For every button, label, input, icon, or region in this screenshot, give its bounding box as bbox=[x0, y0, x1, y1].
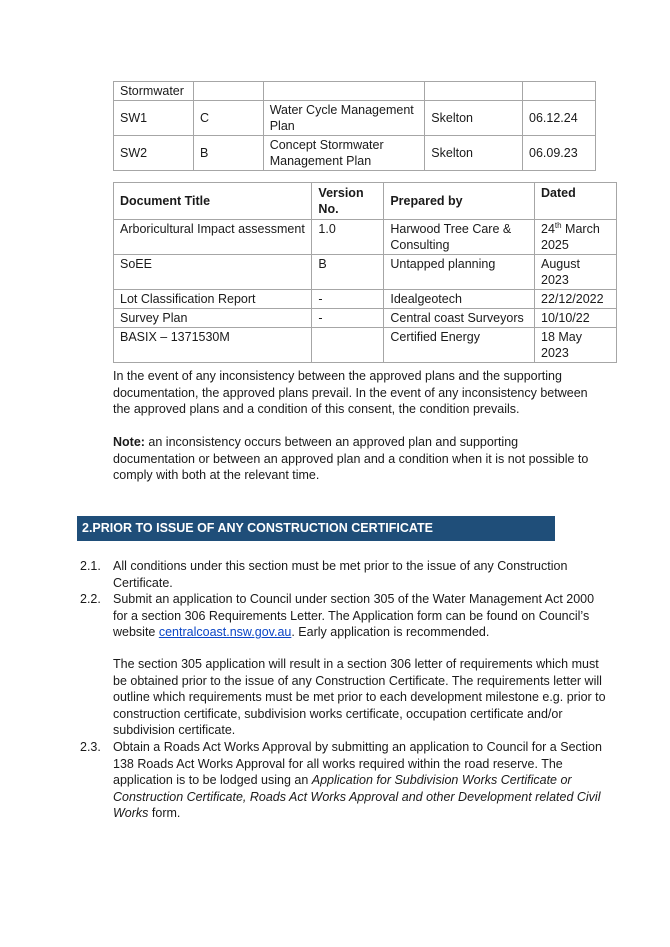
table-cell bbox=[535, 220, 617, 255]
item-text: Submit an application to Council under section 305 of the Water Management Act 2000 for a section 306 Requirements Letter. The Application form can be found on Council’s website bbox=[113, 592, 595, 639]
item-number: 2.3. bbox=[80, 740, 101, 754]
column-header: Document Title bbox=[114, 183, 312, 220]
item-text: . Early application is recommended. bbox=[291, 625, 490, 639]
table-cell: SW1 bbox=[114, 101, 194, 136]
table-header-row bbox=[114, 183, 617, 220]
table-cell: Harwood Tree Care & Consulting bbox=[384, 220, 535, 255]
table-cell: Untapped planning bbox=[384, 255, 535, 290]
note-paragraph bbox=[113, 434, 603, 484]
item-text: The section 305 application will result in a section 306 letter of requirements which must be obtained prior to the issue of any Construction Certificate. The requirements letter will outline which requirements must be met prior to each development milestone e.g. prior to construction certificate, subdivision works certificate, occupation certificate and/or subdivision certificate. bbox=[113, 657, 606, 737]
table-cell bbox=[523, 82, 596, 101]
table-cell bbox=[312, 328, 384, 363]
condition-item bbox=[80, 591, 610, 641]
table-cell: BASIX – 1371530M bbox=[114, 328, 312, 363]
table-cell: Survey Plan bbox=[114, 309, 312, 328]
column-header: Version No. bbox=[312, 183, 384, 220]
council-website-link[interactable]: centralcoast.nsw.gov.au bbox=[158, 625, 292, 639]
item-body bbox=[113, 591, 610, 641]
stormwater-plans-table bbox=[113, 81, 596, 171]
table-cell: Skelton bbox=[425, 101, 523, 136]
table-cell: Idealgeotech bbox=[384, 290, 535, 309]
table-cell bbox=[193, 82, 263, 101]
table-cell: Stormwater bbox=[114, 82, 194, 101]
table-cell: SW2 bbox=[114, 136, 194, 171]
condition-item bbox=[80, 739, 610, 822]
condition-item bbox=[80, 558, 610, 591]
table-cell bbox=[263, 82, 425, 101]
table-cell: 06.09.23 bbox=[523, 136, 596, 171]
table-row bbox=[114, 255, 617, 290]
item-text: Obtain a Roads Act Works Approval by submitting an application to Council for a Section 138 Roads Act Works Approval for all works required within the road reserve. The application is to be lodged using an bbox=[113, 740, 602, 787]
item-text: All conditions under this section must be met prior to the issue of any Construction Certificate. bbox=[113, 559, 568, 590]
section-heading: 2.PRIOR TO ISSUE OF ANY CONSTRUCTION CERTIFICATE bbox=[77, 516, 555, 541]
table-cell: SoEE bbox=[114, 255, 312, 290]
note-label: Note: bbox=[113, 435, 145, 449]
form-name: Application for Subdivision Works Certificate or Construction Certificate, Roads Act Works Approval and other Development related Civil Works bbox=[113, 773, 601, 820]
item-number: 2.2. bbox=[80, 592, 101, 606]
table-row bbox=[114, 136, 596, 171]
table-cell: Lot Classification Report bbox=[114, 290, 312, 309]
inconsistency-paragraph: In the event of any inconsistency between the approved plans and the supporting documentation, the approved plans prevail. In the event of any inconsistency between the approved plans and a condition of this consent, the condition prevails. bbox=[113, 369, 588, 416]
table-cell: B bbox=[193, 136, 263, 171]
item-body bbox=[113, 739, 610, 822]
column-header: Dated bbox=[535, 183, 617, 220]
item-number: 2.1. bbox=[80, 559, 101, 573]
table-cell: Arboricultural Impact assessment bbox=[114, 220, 312, 255]
table-row bbox=[114, 220, 617, 255]
table-cell: August 2023 bbox=[535, 255, 617, 290]
table-cell: 10/10/22 bbox=[535, 309, 617, 328]
table-cell: - bbox=[312, 290, 384, 309]
table-row bbox=[114, 309, 617, 328]
table-cell: 18 May 2023 bbox=[535, 328, 617, 363]
table-cell bbox=[425, 82, 523, 101]
note-text: an inconsistency occurs between an approved plan and supporting documentation or between an approved plan and a condition when it is not possible to comply with both at the relevant time. bbox=[113, 435, 589, 482]
table-cell: B bbox=[312, 255, 384, 290]
supporting-documents-table bbox=[113, 182, 617, 363]
table-cell: Concept Stormwater Management Plan bbox=[263, 136, 425, 171]
date-rest: March 2025 bbox=[541, 222, 600, 252]
table-cell: 06.12.24 bbox=[523, 101, 596, 136]
table-cell: C bbox=[193, 101, 263, 136]
date-day: 24 bbox=[541, 222, 555, 236]
table-cell: Certified Energy bbox=[384, 328, 535, 363]
table-cell: - bbox=[312, 309, 384, 328]
column-header: Prepared by bbox=[384, 183, 535, 220]
table-row bbox=[114, 290, 617, 309]
table-cell: Skelton bbox=[425, 136, 523, 171]
table-cell: Water Cycle Management Plan bbox=[263, 101, 425, 136]
date-ordinal: th bbox=[554, 220, 562, 230]
table-row bbox=[114, 82, 596, 101]
table-cell: 22/12/2022 bbox=[535, 290, 617, 309]
condition-item-continuation bbox=[80, 656, 610, 739]
table-cell: 1.0 bbox=[312, 220, 384, 255]
table-row bbox=[114, 328, 617, 363]
item-text: form. bbox=[148, 806, 181, 820]
table-cell: Central coast Surveyors bbox=[384, 309, 535, 328]
table-row bbox=[114, 101, 596, 136]
